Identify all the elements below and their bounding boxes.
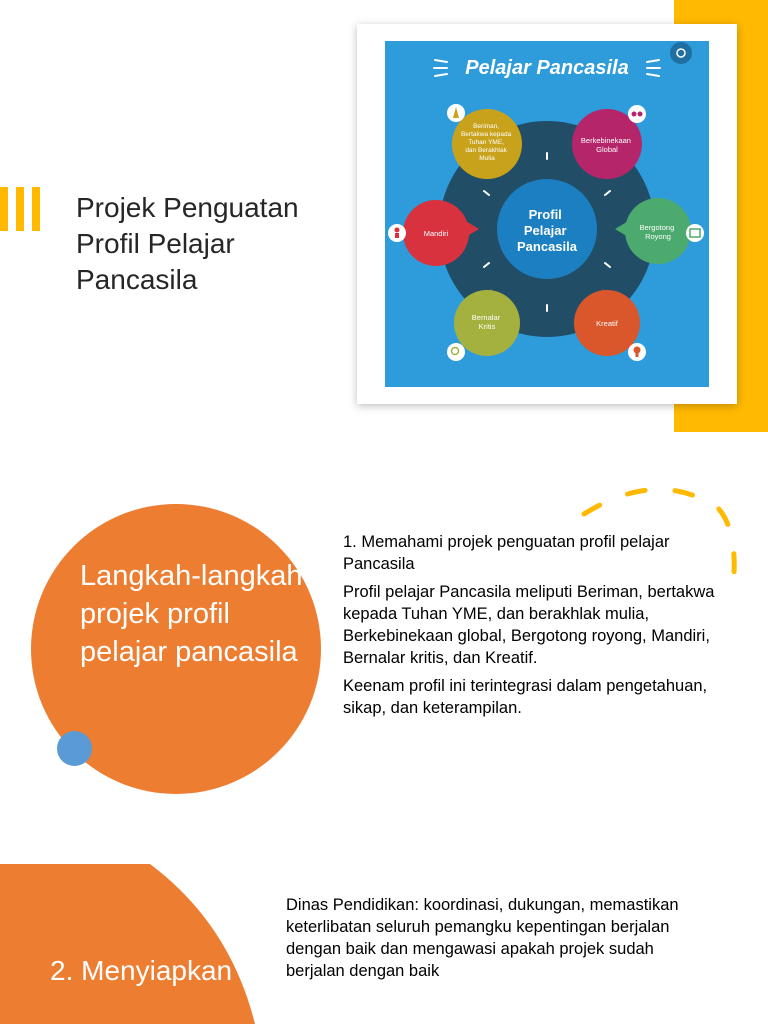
steps-heading: Langkah-langkah projek profil pelajar pancasila [80,560,303,668]
blue-dot-decoration [57,731,92,766]
svg-text:Beriman, Bertakwa ke: Beriman, Bertakwa kepada Tuhan YME, dan Berakhlak Mulia [460,123,512,162]
svg-text:Berkebinekaan Global: Berkebinekaan Global [580,136,631,154]
step-2-body: Dinas Pendidikan: koordinasi, dukungan, memastikan keterlibatan seluruh pemangku kepentingan berjalan dengan baik dan mengawasi apakah projek sudah berjalan dengan baik [286,896,679,980]
center-label: Profil Pelajar Pancasila [517,207,577,254]
steps-body [343,531,723,725]
slide-2 [0,432,768,864]
slide-1 [0,0,768,432]
infographic-frame [357,24,737,404]
step-1-note: Keenam profil ini terintegrasi dalam pengetahuan, sikap, dan keterampilan. [343,677,708,717]
scan-icon[interactable] [670,42,692,64]
svg-text:Bernalar Kritis: Bernalar Kritis [471,313,501,331]
step-1-heading: 1. Memahami projek penguatan profil pelajar Pancasila [343,533,670,573]
svg-text:Bergotong Royong: Bergotong Royong [639,223,675,241]
magnifier-icon [447,343,465,361]
svg-text:Kreatif: Kreatif [596,319,618,328]
step-1-description: Profil pelajar Pancasila meliputi Beriman, bertakwa kepada Tuhan YME, dan berakhlak mulia, Berkebinekaan global, Bergotong royong, Mandiri, Bernalar kritis, dan Kreatif. [343,583,715,667]
svg-text:Mandiri: Mandiri [423,229,449,238]
slide-3 [0,864,768,1024]
step-2-heading: 2. Menyiapkan [50,955,233,986]
infographic-heading: Pelajar Pancasila [465,57,629,79]
slide-title: Projek Penguatan Profil Pelajar Pancasila [76,192,299,295]
pelajar-pancasila-infographic [385,41,709,387]
handshake-icon [686,224,704,242]
orange-corner-shape [0,864,260,1024]
people-group-icon [628,105,646,123]
